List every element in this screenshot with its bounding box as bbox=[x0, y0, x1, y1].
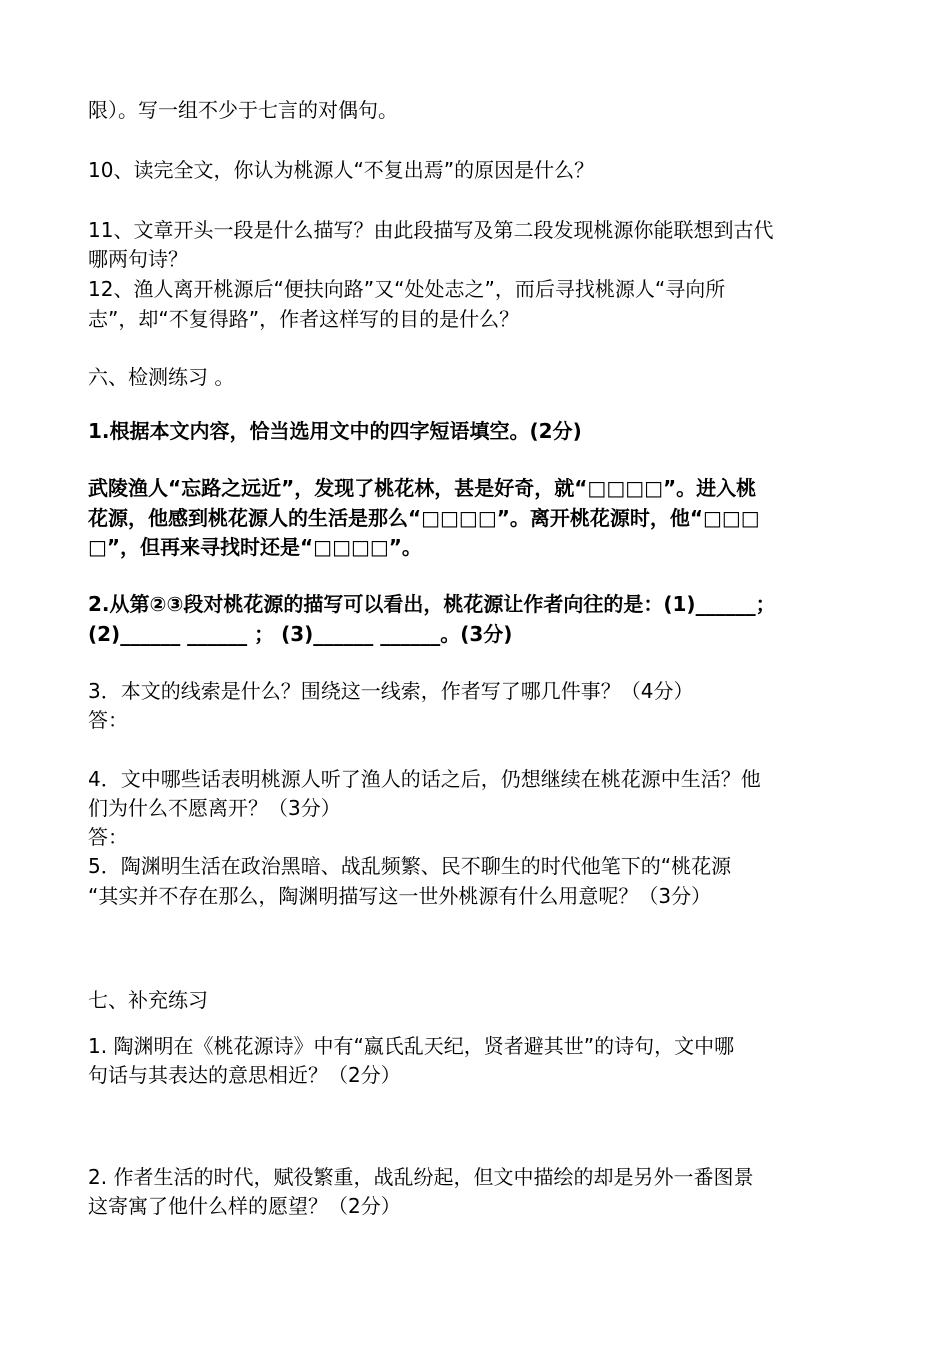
exercise-4-line-1: 4．文中哪些话表明桃源人听了渔人的话之后，仍想继续在桃花源中生活？他 bbox=[88, 767, 761, 791]
exercise-5-line-2: “其实并不存在那么，陶渊明描写这一世外桃源有什么用意呢？（3分） bbox=[88, 884, 712, 908]
question-11-line-1: 11、文章开头一段是什么描写？由此段描写及第二段发现桃源你能联想到古代 bbox=[88, 218, 774, 242]
exercise-5-line-1: 5．陶渊明生活在政治黑暗、战乱频繁、民不聊生的时代他笔下的“桃花源 bbox=[88, 854, 732, 878]
question-11-line-2: 哪两句诗？ bbox=[88, 247, 188, 271]
exercise-1-prompt: 1.根据本文内容，恰当选用文中的四字短语填空。(2分) bbox=[88, 419, 582, 443]
section-6-heading: 六、检测练习 。 bbox=[88, 365, 235, 389]
supplement-1-line-2: 句话与其表达的意思相近？（2分） bbox=[88, 1063, 401, 1087]
exercise-3-answer-label: 答： bbox=[88, 708, 128, 732]
question-12-line-2: 志”，却“不复得路”，作者这样写的目的是什么？ bbox=[88, 307, 520, 331]
supplement-2-line-1: 2. 作者生活的时代，赋役繁重，战乱纷起，但文中描绘的却是另外一番图景 bbox=[88, 1165, 754, 1189]
exercise-4-line-2: 们为什么不愿离开？（3分） bbox=[88, 796, 341, 820]
exercise-1-text-line-1: 武陵渔人“忘路之远近”，发现了桃花林，甚是好奇，就“□□□□”。进入桃 bbox=[88, 476, 757, 500]
continuation-line: 限）。写一组不少于七言的对偶句。 bbox=[88, 98, 398, 122]
exercise-1-text-line-3: □”，但再来寻找时还是“□□□□”。 bbox=[88, 535, 422, 559]
supplement-1-line-1: 1. 陶渊明在《桃花源诗》中有“嬴氏乱天纪，贤者避其世”的诗句，文中哪 bbox=[88, 1034, 735, 1058]
question-10: 10、读完全文，你认为桃源人“不复出焉”的原因是什么？ bbox=[88, 158, 595, 182]
exercise-3: 3．本文的线索是什么？围绕这一线索，作者写了哪几件事？（4分） bbox=[88, 679, 694, 703]
supplement-2-line-2: 这寄寓了他什么样的愿望？（2分） bbox=[88, 1194, 401, 1218]
question-12-line-1: 12、渔人离开桃源后“便扶向路”又“处处志之”，而后寻找桃源人“寻向所 bbox=[88, 277, 726, 301]
exercise-1-text-line-2: 花源，他感到桃花源人的生活是那么“□□□□”。离开桃花源时，他“□□□ bbox=[88, 506, 760, 530]
exercise-4-answer-label: 答： bbox=[88, 825, 128, 849]
exercise-2-line-2: (2)______ ______ ； (3)______ ______。(3分) bbox=[88, 622, 513, 646]
section-7-heading: 七、补充练习 bbox=[88, 988, 208, 1012]
exercise-2-line-1: 2.从第②③段对桃花源的描写可以看出，桃花源让作者向往的是：(1)______； bbox=[88, 592, 776, 616]
